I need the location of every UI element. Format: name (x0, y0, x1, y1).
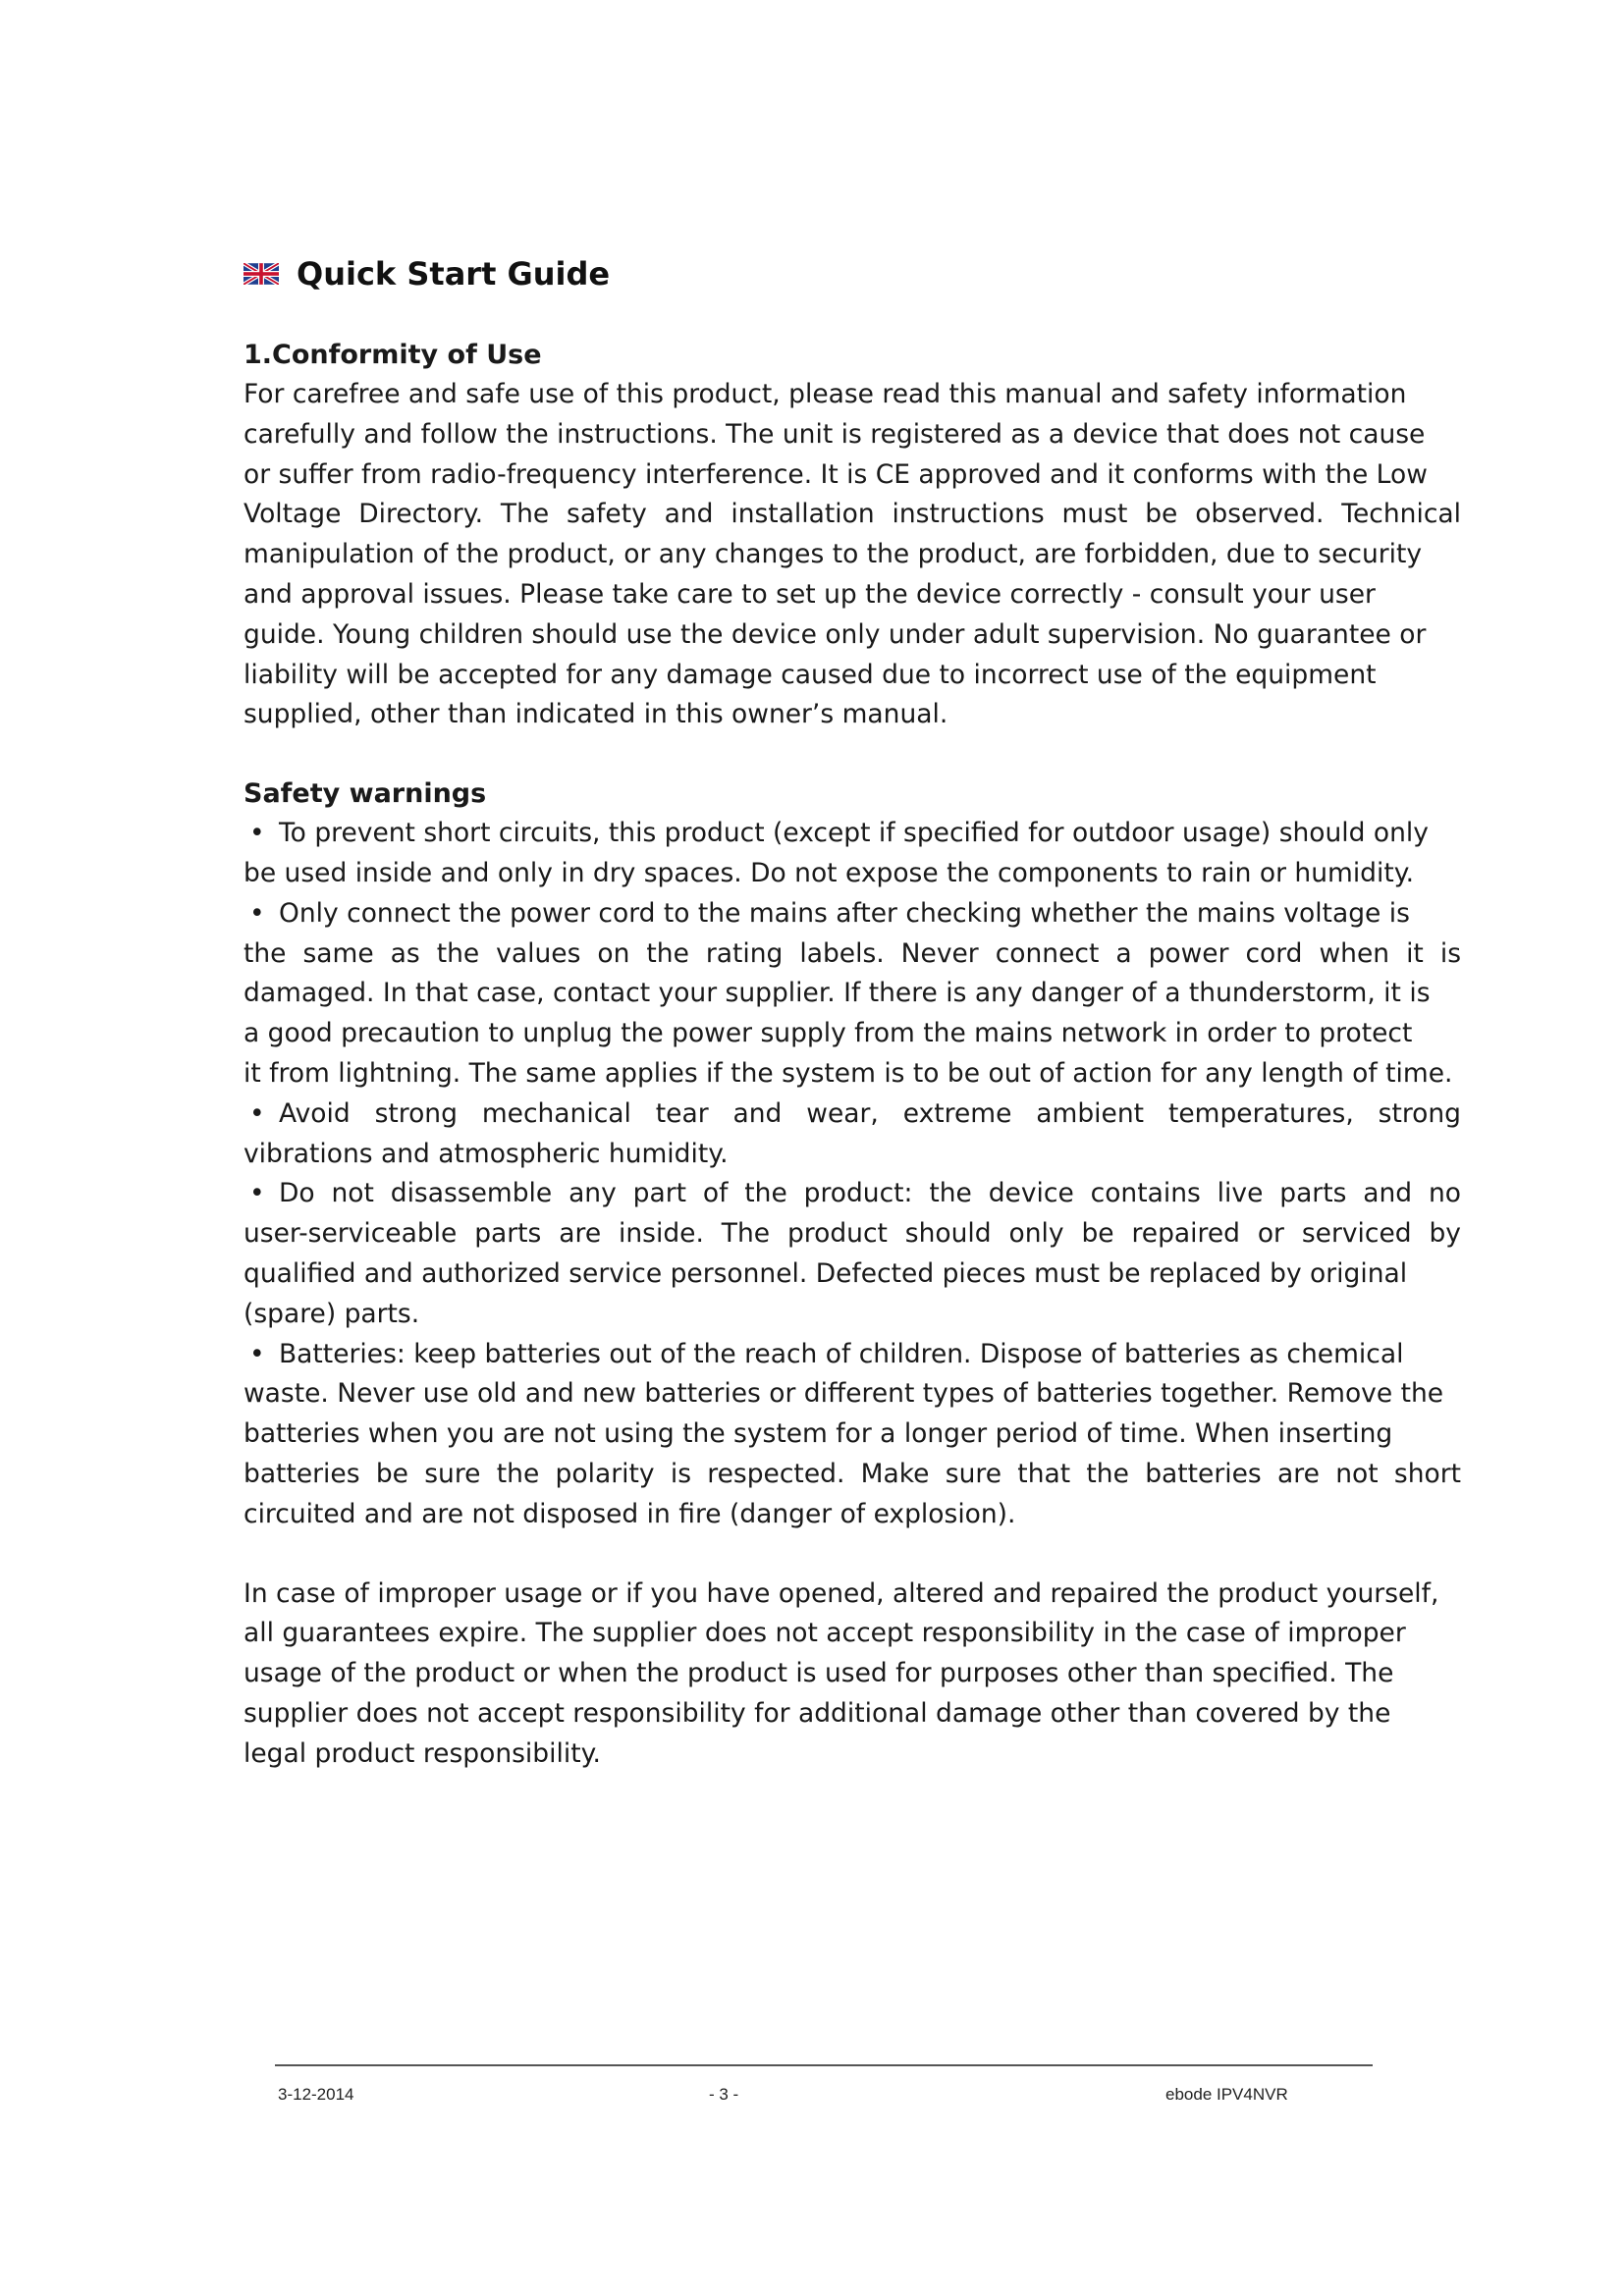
uk-flag-icon (244, 263, 279, 285)
text-line: In case of improper usage or if you have opened, altered and repaired the product yourself, (244, 1577, 1439, 1609)
text-line: (spare) parts. (244, 1298, 420, 1329)
text-line: waste. Never use old and new batteries or different types of batteries together. Remove the (244, 1378, 1444, 1410)
bullet-line: • Avoid strong mechanical tear and wear, extreme ambient temperatures, strong (244, 1095, 1461, 1135)
conformity-paragraph (244, 375, 1461, 735)
text-line: and approval issues. Please take care to set up the device correctly - consult your user (244, 578, 1376, 610)
text-line: supplied, other than indicated in this owner’s manual. (244, 699, 948, 730)
text-line: For carefree and safe use of this product, please read this manual and safety information (244, 379, 1407, 409)
text-line: it from lightning. The same applies if the system is to be out of action for any length of time. (244, 1057, 1453, 1089)
text-line: batteries when you are not using the system for a longer period of time. When inserting (244, 1418, 1393, 1450)
footer-date: 3-12-2014 (278, 2085, 354, 2104)
document-body (244, 336, 1461, 1775)
text-line: or suffer from radio-frequency interference. It is CE approved and it conforms with the Low (244, 458, 1428, 490)
bullet-line: • Only connect the power cord to the mains after checking whether the mains voltage is (244, 894, 1461, 934)
conformity-heading: 1.Conformity of Use (244, 340, 542, 370)
text-line: guide. Young children should use the device only under adult supervision. No guarantee or (244, 618, 1427, 650)
text-line: all guarantees expire. The supplier does not accept responsibility in the case of improper (244, 1618, 1406, 1649)
text-line: manipulation of the product, or any changes to the product, are forbidden, due to security (244, 539, 1423, 570)
page-title (244, 249, 610, 298)
text-line: usage of the product or when the product is used for purposes other than specified. The (244, 1658, 1394, 1689)
bullet-line: • Do not disassemble any part of the product: the device contains live parts and no (244, 1174, 1461, 1214)
bullet-line: • To prevent short circuits, this product (except if specified for outdoor usage) should only (244, 814, 1461, 854)
text-line: carefully and follow the instructions. The unit is registered as a device that does not cause (244, 418, 1426, 450)
text-line: qualified and authorized service personnel. Defected pieces must be replaced by original (244, 1257, 1408, 1289)
text-line: batteries be sure the polarity is respected. Make sure that the batteries are not short (244, 1458, 1461, 1489)
safety-heading: Safety warnings (244, 778, 487, 810)
bullet-line: • Batteries: keep batteries out of the reach of children. Dispose of batteries as chemical (244, 1335, 1461, 1375)
text-line: vibrations and atmospheric humidity. (244, 1138, 729, 1169)
footer-model: ebode IPV4NVR (1165, 2085, 1288, 2104)
text-line: circuited and are not disposed in fire (danger of explosion). (244, 1498, 1016, 1529)
footer-divider (275, 2064, 1373, 2066)
text-line: a good precaution to unplug the power supply from the mains network in order to protect (244, 1018, 1413, 1049)
text-line: supplier does not accept responsibility for additional damage other than covered by the (244, 1697, 1391, 1729)
text-line: user-serviceable parts are inside. The product should only be repaired or serviced by (244, 1218, 1461, 1250)
text-line: legal product responsibility. (244, 1737, 601, 1769)
text-line: Voltage Directory. The safety and installation instructions must be observed. Technical (244, 499, 1461, 530)
footer-page-number: - 3 - (709, 2085, 739, 2104)
text-line: the same as the values on the rating labels. Never connect a power cord when it is (244, 937, 1461, 969)
text-line: liability will be accepted for any damage caused due to incorrect use of the equipment (244, 659, 1377, 690)
guide-title: Quick Start Guide (297, 255, 611, 293)
safety-warnings-list (244, 814, 1461, 1534)
text-line: be used inside and only in dry spaces. Do not expose the components to rain or humidity. (244, 857, 1415, 888)
text-line: damaged. In that case, contact your supplier. If there is any danger of a thunderstorm, it is (244, 978, 1431, 1009)
disclaimer-paragraph (244, 1575, 1461, 1775)
